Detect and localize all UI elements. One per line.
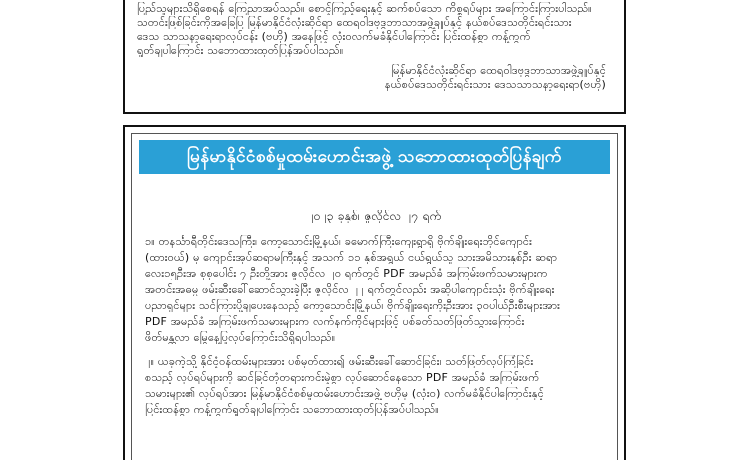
paragraph-2-line: ပြင်းထန်စွာ ကန့်ကွက်ရှုတ်ချပါကြောင်း သဘောထားထုတ်ပြန်အပ်ပါသည်။ bbox=[145, 403, 439, 416]
statement-box bbox=[123, 125, 626, 460]
top-notice-line: ပြည်သူများသိရှိစေရန် ကြေညာအပ်သည်။ စောင့်ကြည့်ရေးနှင့် ဆက်စပ်သော ကိစ္စရပ်များ အကြောင်းကြားပါသည်။ bbox=[137, 2, 592, 15]
paragraph-1-line: ပညာရှင်များ သင်ကြားပို့ချပေးနေသည့် ကော့သောင်းမြို့နယ်၊ ဗိုက်ချိုးရေးကိုးဦးအား ၃၀ပါယ်ဦးစီးများအား bbox=[145, 299, 560, 312]
top-notice-box bbox=[123, 0, 626, 114]
paragraph-2-line: စသည့် လုပ်ရပ်များကို ဆင်ခြင်တုံတရားကင်းမဲ့စွာ လုပ်ဆောင်နေသော PDF အမည်ခံ အကြမ်းဖက် bbox=[145, 371, 540, 384]
paragraph-1-line: ဖိတ်မန္တလာ မြွေနေ့ပြုလုပ်ကြောင်းသိရှိရပါသည်။ bbox=[145, 331, 336, 344]
paragraph-1-line: ၁။ တနင်္သာရီတိုင်းဒေသကြီး၊ ကော့သောင်းမြို့နယ်၊ ခမောက်ကြီးကျေးရွာရှိ ဗိုက်ချိုးရေးဘိုင်ကျောင်း bbox=[145, 235, 533, 248]
top-notice-line: ရှုတ်ချပါကြောင်း သဘောထားထုတ်ပြန်အပ်ပါသည်။ bbox=[137, 44, 344, 57]
top-notice-line: ဒေသ သာသနာ့ရေးရာလုပ်ငန်း (ဗဟို) အနေဖြင့် လုံးဝလက်မခံနိုင်ပါကြောင်း ပြင်းထန်စွာ ကန့်ကွက် bbox=[137, 30, 531, 43]
paragraph-1-line: PDF အမည်ခံ အကြမ်းဖက်သမားများက လက်နက်ကိုင်များဖြင့် ပစ်ခတ်သတ်ဖြတ်သွားကြောင်း bbox=[145, 315, 525, 328]
top-notice-signature-line: မြန်မာနိုင်ငံလုံးဆိုင်ရာ ထေရဝါဒဗုဒ္ဓဘာသာအဖွဲ့ချုပ်နှင့် bbox=[391, 64, 606, 77]
paragraph-2-line: ၂။ ယခုကဲ့သို့ နိုင်ငံ့ဝန်ထမ်းများအား ပစ်မှတ်ထား၍ ဖမ်းဆီးခေါ်ဆောင်ခြင်း၊ သတ်ဖြတ်လုပ်ကြံခြင်း bbox=[145, 355, 534, 368]
top-notice-line: သတင်းဖြစ်ခြင်းကိုအခြေပြ မြန်မာနိုင်ငံလုံးဆိုင်ရာ ထေရဝါဒဗုဒ္ဓဘာသာအဖွဲ့ချုပ်နှင့် နယ်စပ်ဒေသတိုင်းရင်းသား bbox=[137, 16, 572, 29]
paragraph-1-line: အတင်းအဓမ္မ ဖမ်းဆီးခေါ်ဆောင်သွားခဲ့ပြီး ဇူလိုင်လ ၂၂ ရက်တွင်လည်း အဆိုပါကျောင်းသုံး ဗိုက်ချိုးရေး bbox=[145, 283, 555, 296]
statement-date: ၂၀၂၃ ခုနှစ်၊ ဇူလိုင်လ ၂၇ ရက် bbox=[307, 210, 442, 223]
paragraph-2-line: သမားများ၏ လုပ်ရပ်အား မြန်မာနိုင်ငံစစ်မှုထမ်းဟောင်းအဖွဲ့ ဗဟိုမှ (လုံး၀) လက်မခံနိုင်ပါကြောင်းနှင့် bbox=[145, 387, 544, 400]
statement-title-banner: မြန်မာနိုင်ငံစစ်မှုထမ်းဟောင်းအဖွဲ့ သဘောထားထုတ်ပြန်ချက် bbox=[139, 140, 610, 174]
paragraph-1-line: လေး၁၅ဦးအ စုစုပေါင်း ၇ ဦးတို့အား ဇူလိုင်လ ၂၀ ရက်တွင် PDF အမည်ခံ အကြမ်းဖက်သမားများက bbox=[145, 267, 548, 280]
paragraph-1-line: (ထားဝယ်) မှ ကျောင်းအုပ်ဆရာမကြီးနှင့် အသက် ၁၁ နှစ်အရွယ် ငယ်ရွယ်သူ သားအမိသားနှစ်ဦး ဆရာ bbox=[145, 251, 558, 264]
top-notice-signature-line: နယ်စပ်ဒေသတိုင်းရင်းသား ဒေသသာသနာ့ရေးရာ(ဗဟို) bbox=[384, 78, 606, 91]
